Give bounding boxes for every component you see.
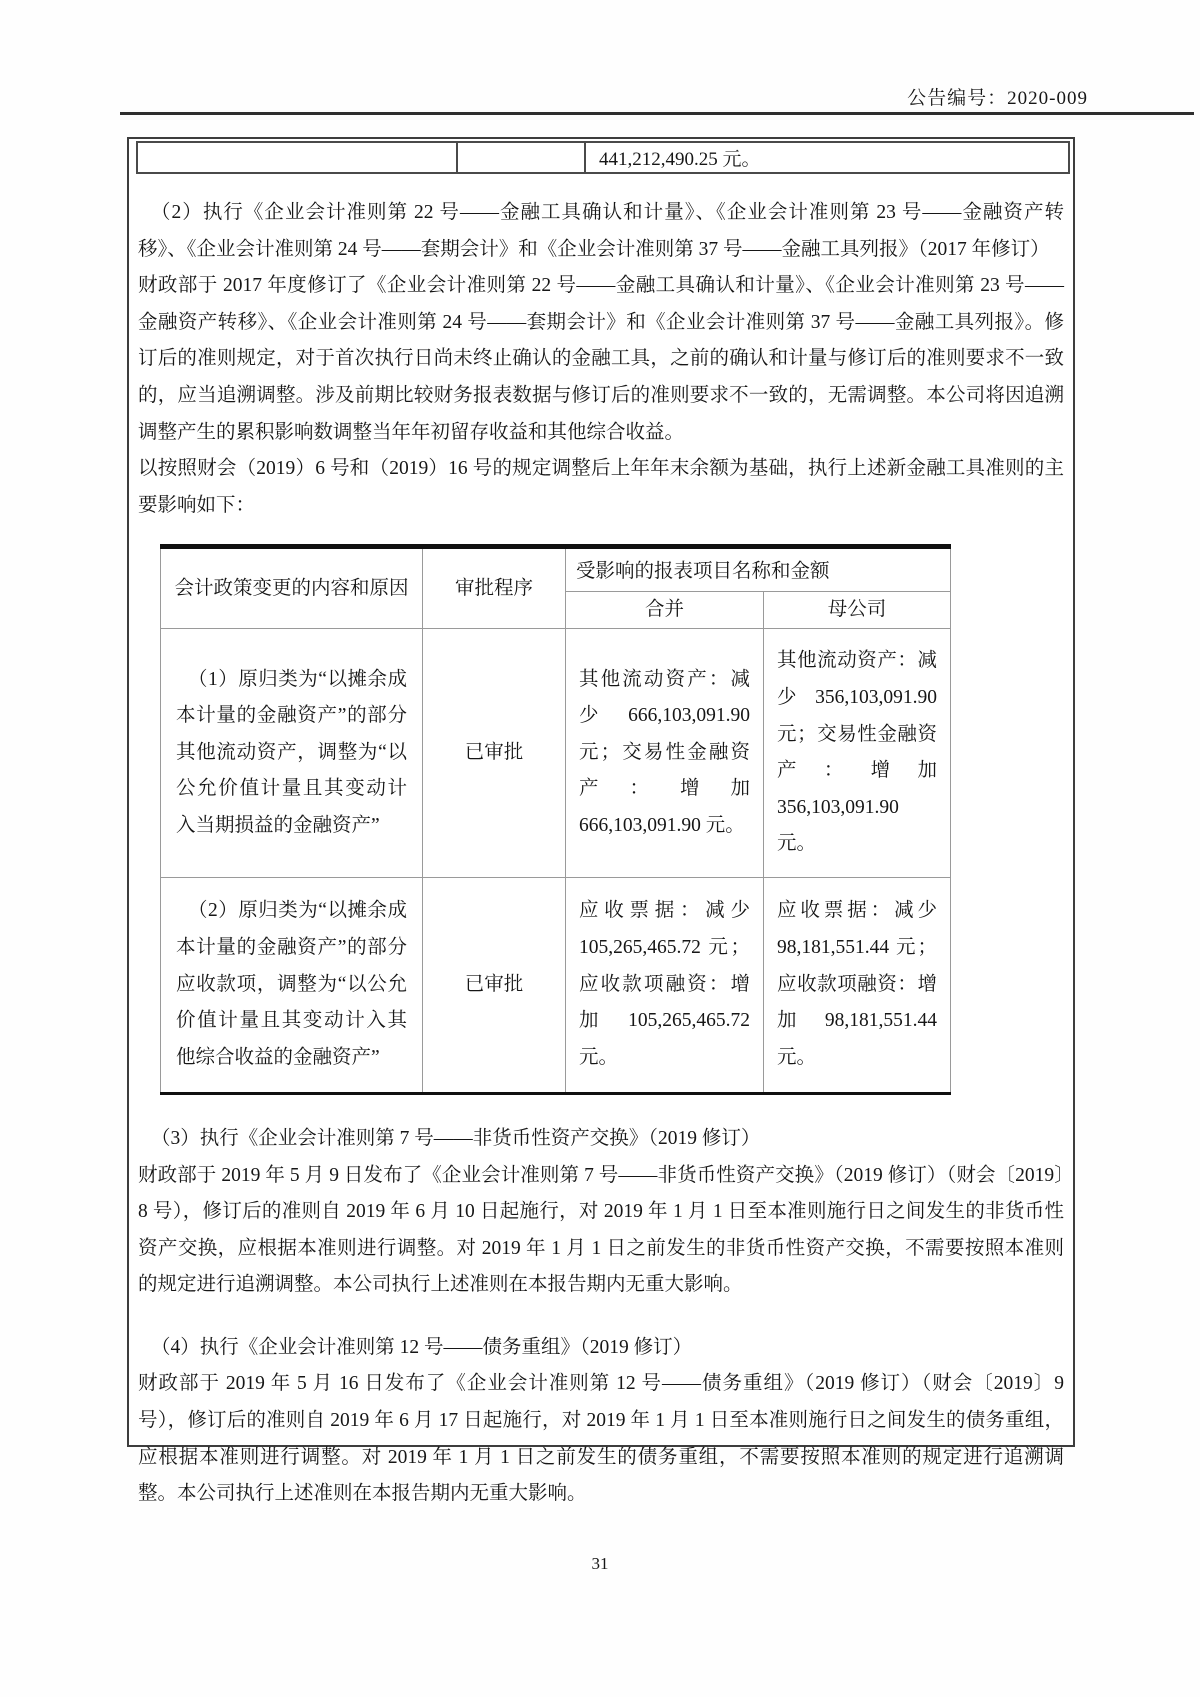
row1-cause-cell: （1）原归类为“以摊余成本计量的金融资产”的部分其他流动资产，调整为“以公允价值计量且其变动计入当期损益的金融资产” — [161, 629, 423, 878]
announcement-number: 公告编号：2020-009 — [907, 88, 1088, 109]
carryover-empty-cell-2 — [458, 143, 586, 172]
section-2-heading: （2）执行《企业会计准则第 22 号——金融工具确认和计量》、《企业会计准则第 23 号——金融资产转移》、《企业会计准则第 24 号——套期会计》和《企业会计准则第 37 号——金融工具列报》（2017 年修订） — [138, 202, 1064, 260]
row2-cause-cell: （2）原归类为“以摊余成本计量的金融资产”的部分应收款项，调整为“以公允价值计量且其变动计入其他综合收益的金融资产” — [161, 877, 423, 1093]
row1-consolidated-cell: 其他流动资产：减少 666,103,091.90 元；交易性金融资产：增加 666,103,091.90 元。 — [566, 629, 764, 878]
table-row — [161, 877, 951, 1093]
section-2-body: 财政部于 2017 年度修订了《企业会计准则第 22 号——金融工具确认和计量》、《企业会计准则第 23 号——金融资产转移》、《企业会计准则第 24 号——套期会计》和《企业会计准则第 37 号——金融工具列报》。修订后的准则规定，对于首次执行日尚未终止确认的金融工具，之前的确认和计量与修订后的准则要求不一致的，应当追溯调整。涉及前期比较财务报表数据与修订后的准则要求不一致的，无需调整。本公司将因追溯调整产生的累积影响数调整当年年初留存收益和其他综合收益。 — [138, 275, 1064, 443]
row1-approval-cell: 已审批 — [423, 629, 566, 878]
header-parent-company: 母公司 — [764, 592, 951, 629]
section-4-heading: （4）执行《企业会计准则第 12 号——债务重组》（2019 修订） — [151, 1336, 693, 1358]
section-4-body: 财政部于 2019 年 5 月 16 日发布了《企业会计准则第 12 号——债务重组》（2019 修订）（财会〔2019〕9 号），修订后的准则自 2019 年 6 月 17 日起施行，对 2019 年 1 月 1 日至本准则施行日之间发生的债务重组，应根据本准则进行调整。对 2019 年 1 月 1 日之前发生的债务重组，不需要按照本准则的规定进行追溯调整。本公司执行上述准则在本报告期内无重大影响。 — [138, 1373, 1064, 1505]
policy-change-table — [160, 544, 951, 1095]
row2-consolidated-cell: 应收票据：减少 105,265,465.72 元；应收款项融资：增加 105,265,465.72 元。 — [566, 877, 764, 1093]
carryover-amount-cell: 441,212,490.25 元。 — [599, 149, 761, 170]
page-number: 31 — [591, 1554, 609, 1573]
header-rule — [120, 112, 1194, 115]
carryover-empty-cell-1 — [138, 143, 458, 172]
row1-parent-cell: 其他流动资产：减少 356,103,091.90 元；交易性金融资产：增加 356,103,091.90 元。 — [764, 629, 951, 878]
section-2-basis: 以按照财会（2019）6 号和（2019）16 号的规定调整后上年年末余额为基础，执行上述新金融工具准则的主要影响如下： — [138, 458, 1064, 516]
table-row — [161, 629, 951, 878]
row2-approval-cell: 已审批 — [423, 877, 566, 1093]
document-border-box — [127, 137, 1075, 1505]
row2-parent-cell: 应收票据：减少 98,181,551.44 元；应收款项融资：增加 98,181,551.44 元。 — [764, 877, 951, 1093]
header-cause: 会计政策变更的内容和原因 — [161, 547, 423, 629]
carryover-table-row — [136, 141, 1070, 174]
document-content — [129, 174, 1073, 1513]
section-3-body: 财政部于 2019 年 5 月 9 日发布了《企业会计准则第 7 号——非货币性资产交换》（2019 修订）（财会〔2019〕8 号），修订后的准则自 2019 年 6 月 10 日起施行，对 2019 年 1 月 1 日至本准则施行日之间发生的非货币性资产交换，应根据本准则进行调整。对 2019 年 1 月 1 日之前发生的非货币性资产交换，不需要按照本准则的规定进行追溯调整。本公司执行上述准则在本报告期内无重大影响。 — [138, 1164, 1064, 1296]
header-affected-items: 受影响的报表项目名称和金额 — [566, 547, 951, 592]
header-consolidated: 合并 — [566, 592, 764, 629]
table-header-row-1 — [161, 547, 951, 592]
header-approval: 审批程序 — [423, 547, 566, 629]
section-3-heading: （3）执行《企业会计准则第 7 号——非货币性资产交换》（2019 修订） — [151, 1127, 761, 1149]
